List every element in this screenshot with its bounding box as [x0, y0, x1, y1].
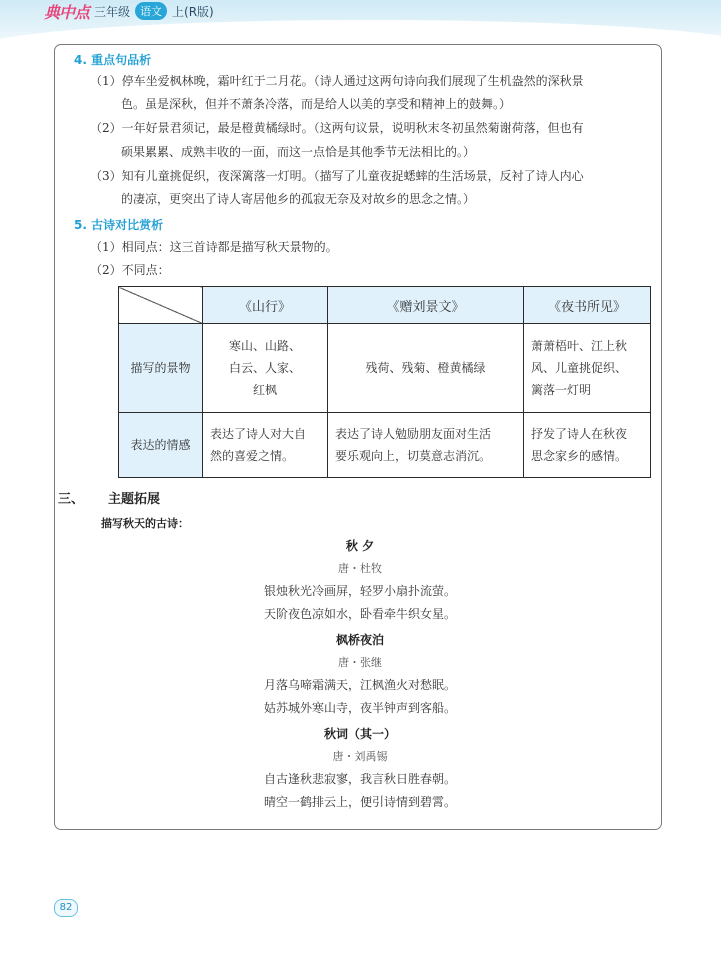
section-3-heading [58, 488, 160, 507]
cell-line: 然的喜爱之情。 [210, 449, 295, 464]
page-number-badge: 82 [54, 899, 78, 917]
column-header-shanxing: 《山行》 [203, 287, 328, 324]
poem-author: 唐・张继 [338, 656, 382, 669]
table-cell [203, 413, 328, 478]
table-row-emotion [119, 413, 651, 478]
poem-title: 秋 夕 [345, 539, 375, 553]
key-sentence-1-line-2: 色。虽是深秋，但并不萧条冷落，而是给人以美的享受和精神上的鼓舞。） [121, 97, 512, 111]
poem-line: 晴空一鹤排云上，便引诗情到碧霄。 [263, 795, 456, 809]
row-header-scenery: 描写的景物 [119, 324, 203, 413]
table-cell [328, 324, 524, 413]
column-header-zengliujingwen: 《赠刘景文》 [328, 287, 524, 324]
table-corner-cell [119, 287, 203, 324]
poem-title: 秋词（其一） [323, 727, 396, 741]
grade-label: 三年级 [94, 4, 131, 19]
cell-line: 红枫 [252, 383, 277, 398]
cell-line: 白云、人家、 [228, 361, 301, 376]
poem-line: 自古逢秋悲寂寥，我言秋日胜春朝。 [263, 772, 456, 786]
similarity-text: （1）相同点：这三首诗都是描写秋天景物的。 [90, 240, 338, 254]
poem-comparison-table [118, 286, 651, 478]
section-3-title: 主题拓展 [108, 492, 161, 507]
banner-wave-decoration [0, 20, 721, 44]
key-sentence-1-line-1: （1）停车坐爱枫林晚，霜叶红于二月花。（诗人通过这两句诗向我们展现了生机盎然的深秋景 [90, 74, 584, 88]
cell-line: 表达了诗人勉励朋友面对生活 [335, 427, 492, 442]
table-row-scenery [119, 324, 651, 413]
poem-author: 唐・杜牧 [338, 562, 382, 575]
cell-line: 篱落一灯明 [531, 383, 592, 398]
subject-badge: 语文 [135, 2, 167, 20]
autumn-poems-subtitle: 描写秋天的古诗： [101, 517, 189, 530]
section-4-title: 4. 重点句品析 [74, 53, 152, 67]
cell-line: 要乐观向上，切莫意志消沉。 [335, 449, 492, 464]
page-header [44, 0, 214, 22]
edition-label: 上(R版) [172, 4, 214, 19]
key-sentence-2-line-1: （2）一年好景君须记，最是橙黄橘绿时。（这两句议景，说明秋末冬初虽然菊谢荷落，但也有 [90, 121, 584, 135]
column-header-yeshusuojian: 《夜书所见》 [524, 287, 651, 324]
cell-line: 表达了诗人对大自 [210, 427, 307, 442]
key-sentence-3-line-2: 的凄凉，更突出了诗人寄居他乡的孤寂无奈及对故乡的思念之情。） [121, 192, 476, 206]
poem-line: 姑苏城外寒山寺，夜半钟声到客船。 [263, 701, 456, 715]
key-sentence-2-line-2: 硕果累累、成熟丰收的一面，而这一点恰是其他季节无法相比的。） [121, 145, 476, 159]
poem-line: 银烛秋光冷画屏，轻罗小扇扑流萤。 [263, 584, 456, 598]
brand-logo: 典中点 [44, 2, 90, 22]
cell-line: 残荷、残菊、橙黄橘绿 [365, 361, 486, 376]
section-3-number: 三、 [58, 492, 85, 507]
cell-line: 寒山、山路、 [228, 339, 301, 354]
table-cell [203, 324, 328, 413]
key-sentence-3-line-1: （3）知有儿童挑促织，夜深篱落一灯明。（描写了儿童夜捉蟋蟀的生活场景，反衬了诗人内心 [90, 169, 584, 183]
section-5-title: 5. 古诗对比赏析 [74, 218, 164, 232]
poem-qiuxi [200, 534, 520, 626]
difference-label: （2）不同点： [90, 263, 170, 277]
cell-line: 萧萧梧叶、江上秋 [531, 339, 628, 354]
poem-line: 天阶夜色凉如水，卧看牵牛织女星。 [263, 607, 456, 621]
cell-line: 风、儿童挑促织、 [531, 361, 628, 376]
table-cell [524, 324, 651, 413]
row-header-emotion: 表达的情感 [119, 413, 203, 478]
poem-title: 枫桥夜泊 [335, 633, 384, 647]
poem-author: 唐・刘禹锡 [332, 750, 388, 763]
cell-line: 思念家乡的感情。 [531, 449, 628, 464]
poem-qiuci [200, 722, 520, 814]
cell-line: 抒发了诗人在秋夜 [531, 427, 628, 442]
table-cell [524, 413, 651, 478]
table-header-row [119, 287, 651, 324]
poem-fengqiaoyebo [200, 628, 520, 720]
poem-line: 月落乌啼霜满天，江枫渔火对愁眠。 [263, 678, 456, 692]
table-cell [328, 413, 524, 478]
